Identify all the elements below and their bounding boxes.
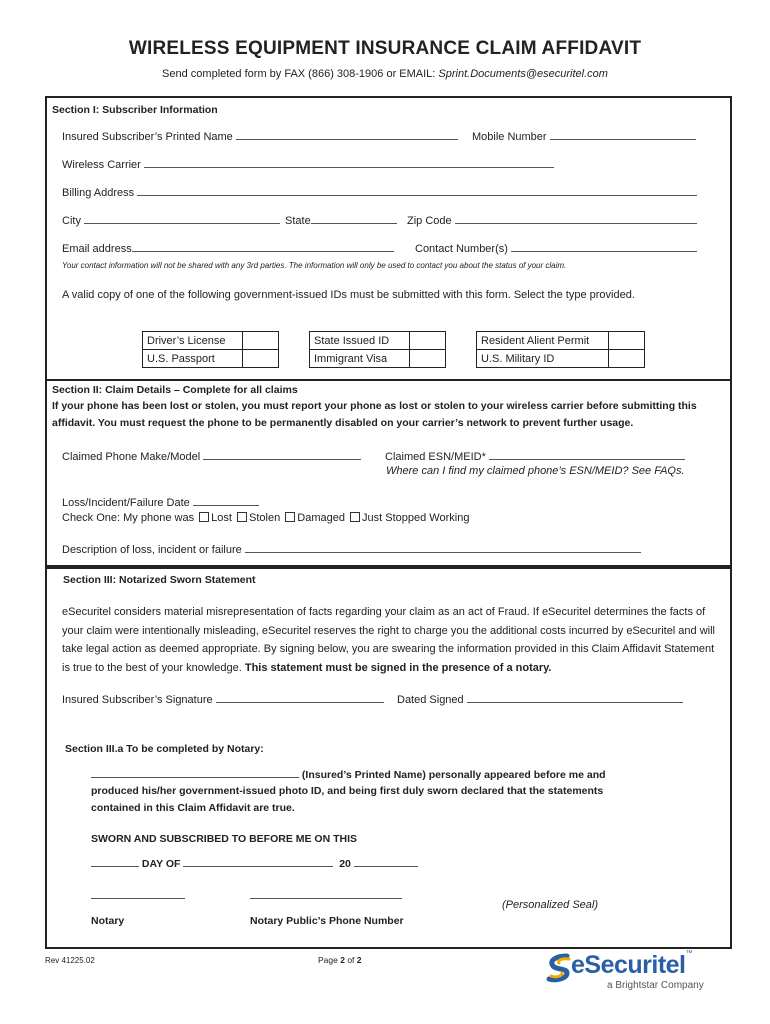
month-field[interactable] [183,857,333,867]
dated-field[interactable] [467,693,683,703]
page-of: of [344,955,357,965]
id-table-3 [476,331,645,368]
insured-name-label: Insured Subscriber’s Printed Name [62,131,233,143]
city-field[interactable] [84,214,280,224]
page-number: 2 [340,955,345,965]
personalized-seal: (Personalized Seal) [502,899,598,911]
carrier-label: Wireless Carrier [62,159,141,171]
billing-row [62,186,697,199]
sworn-statement-text: eSecuritel considers material misrepresentation of facts regarding your claim as an act of Fraud. If eSecuritel determines the facts of your claim were intentionally misleading, eSecuritel reserves the right to charge you the additional costs incurred by eSecuritel and will take legal action as deemed appropriate. By signing below, you are swearing the information provided in this Claim Affidavit Statement is true to the best of your knowledge. [62,606,715,675]
notary-phone-line[interactable] [250,898,402,899]
email-label: Email address [62,243,132,255]
insured-printed-name-field[interactable] [91,768,299,778]
city-label: City [62,215,81,227]
id-type-state-id: State Issued ID [310,332,410,350]
zip-row [407,214,697,227]
contact-label: Contact Number(s) [415,243,508,255]
form-title: WIRELESS EQUIPMENT INSURANCE CLAIM AFFIDAVIT [128,38,642,59]
notary-label: Notary [91,915,125,927]
notary-text-3: contained in this Claim Affidavit are true. [91,802,295,814]
carrier-row [62,158,554,171]
contact-field[interactable] [511,242,697,252]
sworn-statement [62,603,722,678]
check-one-label: Check One: My phone was [62,512,195,524]
logo-tm: ™ [685,950,693,957]
revision-number: Rev 41225.02 [45,956,95,965]
privacy-note: Your contact information will not be shared with any 3rd parties. The information will only be used to contact you about the status of your claim. [62,261,567,270]
signature-label: Insured Subscriber’s Signature [62,694,213,706]
id-type-resident-permit: Resident Alient Permit [477,332,609,350]
stolen-option: Stolen [249,512,281,524]
lost-option: Lost [211,512,232,524]
notary-text-1: (Insured’s Printed Name) personally appeared before me and [301,769,606,781]
zip-field[interactable] [455,214,697,224]
page-prefix: Page [318,955,341,965]
id-type-military-id: U.S. Military ID [477,350,609,368]
year-prefix: 20 [339,858,351,870]
form-subtitle [0,68,770,80]
damaged-option: Damaged [297,512,345,524]
id-type-drivers-license: Driver’s License [143,332,243,350]
id-type-passport: U.S. Passport [143,350,243,368]
submission-email[interactable]: Sprint.Documents@esecuritel.com [438,68,608,80]
description-label: Description of loss, incident or failure [62,544,242,556]
zip-label: Zip Code [407,215,452,227]
section-1-heading: Section I: Subscriber Information [52,104,218,116]
city-row [62,214,280,227]
stopped-working-checkbox[interactable] [350,512,360,522]
section-2-warning: If your phone has been lost or stolen, you must report your phone as lost or stolen to your wireless carrier before submitting this affidavit. You must request the phone to be permanently disabled on your carrier’s network to prevent further usage. [52,400,697,429]
stopped-working-option: Just Stopped Working [362,512,470,524]
description-row [62,543,641,556]
mobile-label: Mobile Number [472,131,547,143]
damaged-checkbox[interactable] [285,512,295,522]
sworn-label: SWORN AND SUBSCRIBED TO BEFORE ME ON THIS [91,833,358,845]
notary-line-1 [91,768,606,781]
email-row [62,242,394,255]
day-field[interactable] [91,857,139,867]
id-check-passport[interactable] [243,350,279,368]
state-row [285,214,397,227]
loss-date-field[interactable] [193,496,259,506]
description-field[interactable] [245,543,641,553]
mobile-field[interactable] [550,130,696,140]
page-indicator [318,955,362,965]
carrier-field[interactable] [144,158,554,168]
billing-label: Billing Address [62,187,135,199]
logo-text: eSecuritel [571,951,686,979]
id-check-drivers-license[interactable] [243,332,279,350]
id-instructions: A valid copy of one of the following government-issued IDs must be submitted with this form. Select the type provided. [62,289,635,301]
esecuritel-logo [543,950,723,995]
state-field[interactable] [311,214,397,224]
notary-phone-label: Notary Public’s Phone Number [250,915,404,927]
section-3-heading: Section III: Notarized Sworn Statement [63,574,256,586]
id-type-immigrant-visa: Immigrant Visa [310,350,410,368]
esn-row [385,450,685,463]
esn-field[interactable] [489,450,685,460]
lost-checkbox[interactable] [199,512,209,522]
email-field[interactable] [132,242,394,252]
notary-heading: Section III.a To be completed by Notary: [65,743,264,755]
day-of-label: DAY OF [141,858,181,870]
insured-name-row [62,130,458,143]
loss-date-row [62,496,259,509]
stolen-checkbox[interactable] [237,512,247,522]
signature-row [62,693,384,706]
mobile-row [472,130,696,143]
make-model-label: Claimed Phone Make/Model [62,451,201,463]
id-check-military-id[interactable] [609,350,645,368]
dated-label: Dated Signed [397,694,464,706]
signature-field[interactable] [216,693,384,703]
sworn-statement-notary: This statement must be signed in the presence of a notary. [244,662,552,675]
notary-signature-line[interactable] [91,898,185,899]
id-check-immigrant-visa[interactable] [410,350,446,368]
insured-name-field[interactable] [236,130,458,140]
subtitle-text: Send completed form by FAX (866) 308-1906 or EMAIL: [162,68,439,80]
id-table-1 [142,331,279,368]
billing-field[interactable] [137,186,697,196]
make-model-row [62,450,361,463]
make-model-field[interactable] [203,450,361,460]
year-field[interactable] [354,857,418,867]
day-row [91,857,418,870]
id-check-state-id[interactable] [410,332,446,350]
check-one-row [62,512,469,524]
esn-help[interactable]: Where can I find my claimed phone’s ESN/MEID? See FAQs. [386,465,685,477]
esn-label: Claimed ESN/MEID* [385,451,486,463]
id-check-resident-permit[interactable] [609,332,645,350]
state-label: State [285,215,311,227]
id-table-2 [309,331,446,368]
dated-row [397,693,683,706]
loss-date-label: Loss/Incident/Failure Date [62,497,190,509]
logo-subtitle: a Brightstar Company [607,980,704,991]
section-2-heading: Section II: Claim Details – Complete for all claims [52,384,298,396]
page-total: 2 [356,955,362,965]
contact-row [415,242,697,255]
notary-text-2: produced his/her government-issued photo ID, and being first duly sworn declared that the statements [91,785,604,797]
